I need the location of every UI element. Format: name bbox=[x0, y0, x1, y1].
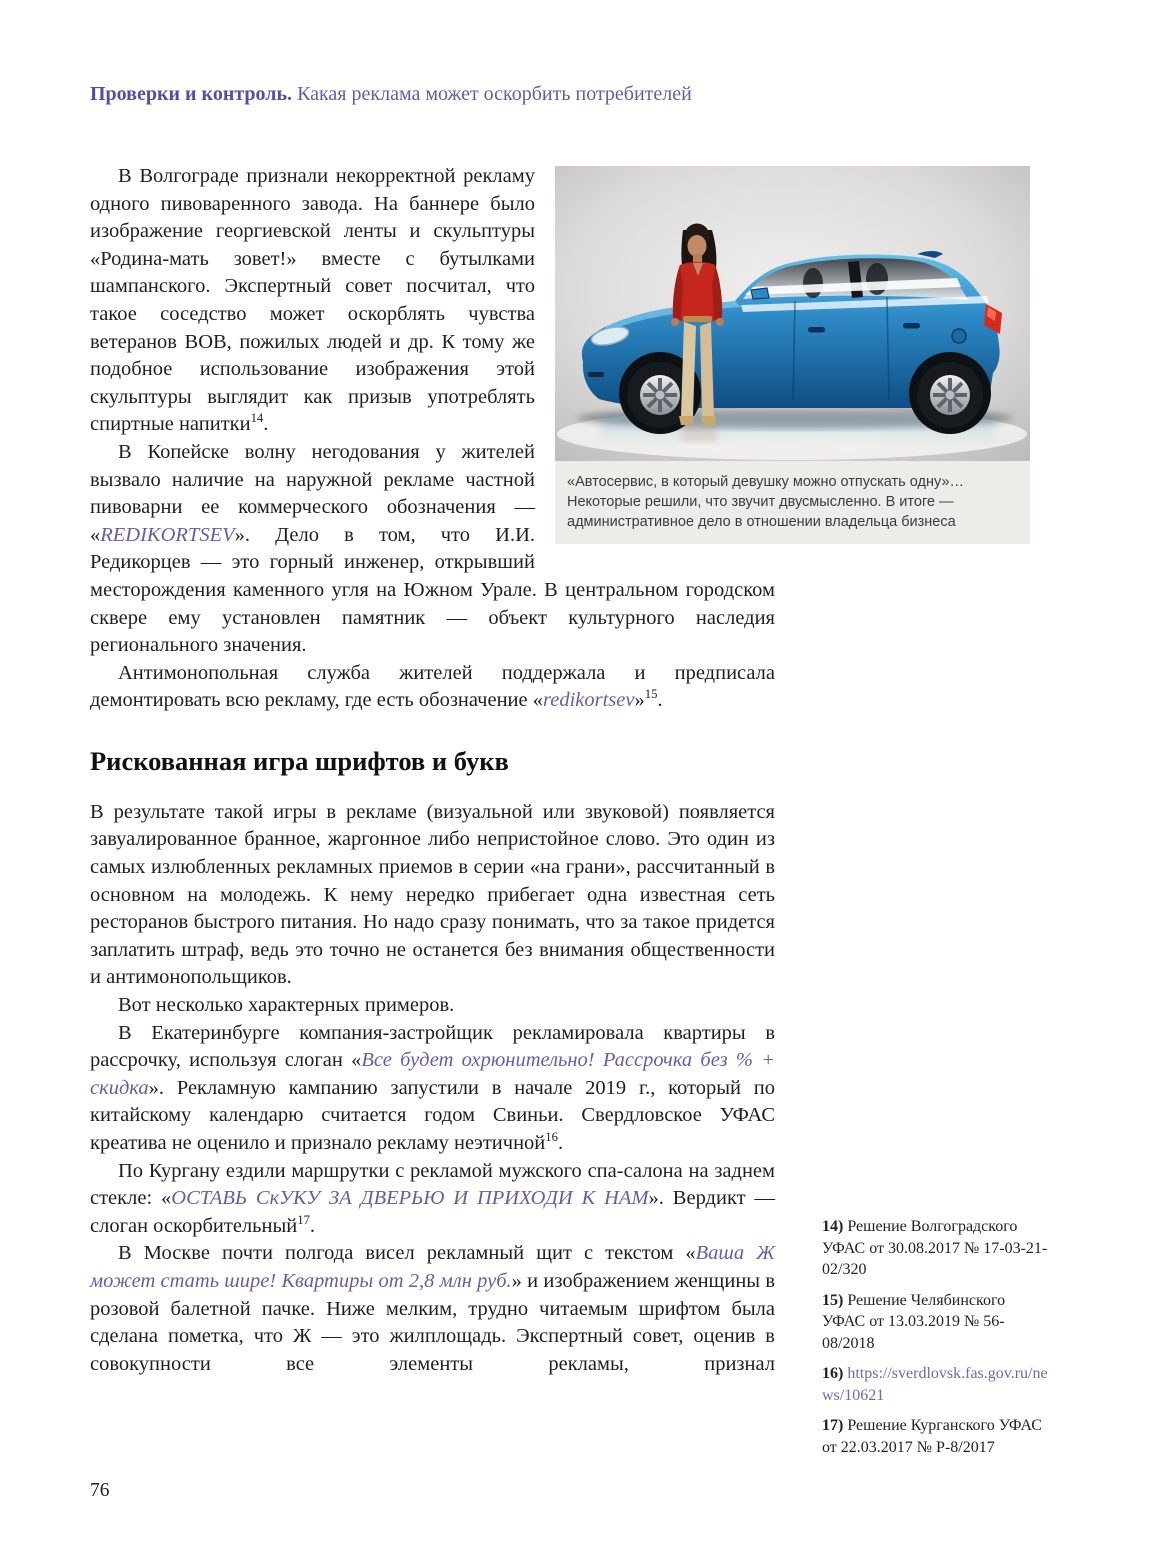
footnote-ref-17: 17 bbox=[297, 1212, 310, 1227]
footnote-number: 15) bbox=[822, 1291, 844, 1309]
footnote-link[interactable]: https://sverdlovsk.fas.gov.ru/news/10621 bbox=[822, 1365, 1048, 1404]
slogan-text: Все будет охрюнительно! Рассрочка без % + скидка bbox=[90, 1049, 775, 1099]
footnote-number: 14) bbox=[822, 1218, 844, 1235]
footnote-number: 16) bbox=[822, 1365, 844, 1382]
footnote-16 bbox=[822, 1363, 1050, 1406]
slogan-text: ОСТАВЬ СкУКУ ЗА ДВЕРЬЮ И ПРИХОДИ К НАМ bbox=[171, 1187, 649, 1210]
footnote-text: Решение Волгоградского УФАС от 30.08.2017 № 17-03-21-02/320 bbox=[822, 1218, 1048, 1278]
footnote-15 bbox=[822, 1290, 1050, 1355]
footnote-text: Решение Челябинского УФАС от 13.03.2019 № 56-08/2018 bbox=[822, 1291, 1006, 1352]
slogan-text: Ваша Ж может стать шире! Квартиры от 2,8 млн руб. bbox=[90, 1242, 775, 1292]
text-segment: ». Рекламную кампанию запустили в начале 2019 г., который по китайскому календарю считается годом Свиньи. Свердловское УФАС креатива не оценило и признало рекламу неэтичной bbox=[90, 1076, 775, 1154]
running-header-title: Какая реклама может оскорбить потребителей bbox=[292, 83, 692, 105]
car-photo bbox=[555, 166, 1030, 461]
text-segment: » и изображением женщины в розовой балетной пачке. Ниже мелким, трудно читаемым шрифтом была сделана пометка, что Ж — это жилплощадь. Экспертный совет, оценив в совокупности все элементы рекламы, признал bbox=[90, 1269, 775, 1375]
side-mirror bbox=[751, 288, 769, 299]
text-segment: . bbox=[263, 413, 269, 436]
page-number: 76 bbox=[90, 1480, 110, 1501]
text-segment: В Копейске волну негодования у жителей вызвало наличие на наружной рекламе частной пивоварни ее коммерческого обозначения — « bbox=[90, 440, 535, 546]
paragraph-kurgan bbox=[90, 1158, 775, 1241]
photo-caption: «Автосервис, в который девушку можно отпускать одну»… Некоторые решили, что звучит двусмысленно. В итоге — административное дело в отношении владельца бизнеса bbox=[555, 461, 1030, 544]
brand-name: REDIKORTSEV bbox=[100, 523, 235, 546]
text-segment: ». Дело в том, что И.И. Редикорцев — это горный инженер, открывший месторождения каменного угля на Южном Урале. В центральном городском сквере ему установлен памятник — объект культурного наследия регионального значения. bbox=[90, 523, 775, 657]
footnote-14 bbox=[822, 1216, 1050, 1281]
brand-name: redikortsev bbox=[543, 689, 635, 712]
paragraph-examples-intro: Вот несколько характерных примеров. bbox=[118, 994, 455, 1017]
paragraph-ekaterinburg bbox=[90, 1020, 775, 1158]
paragraph-font-games: В результате такой игры в рекламе (визуальной или звуковой) появляется завуалированное бранное, жаргонное либо непристойное слово. Это один из самых излюбленных рекламных приемов в серии «на грани», рассчитанный в основном на молодежь. К нему нередко прибегает одна известная сеть ресторанов быстрого питания. Но надо сразу понимать, что за такое придется заплатить штраф, ведь это точно не останется без внимания общественности и антимонопольщиков. bbox=[90, 800, 775, 989]
promo-figure bbox=[555, 166, 1030, 544]
text-segment: ». Вердикт — слоган оскорбительный bbox=[90, 1187, 775, 1237]
footnotes-column bbox=[822, 1216, 1050, 1467]
paragraph-moscow bbox=[90, 1240, 775, 1378]
text-segment: . bbox=[557, 1132, 564, 1154]
footnote-17 bbox=[822, 1415, 1050, 1458]
footnote-ref-14: 14 bbox=[250, 411, 264, 426]
text-segment: Антимонопольная служба жителей поддержала и предписала демонтировать всю рекламу, где есть обозначение « bbox=[90, 661, 775, 712]
text-segment: В Волгограде признали некорректной рекламу одного пивоваренного завода. На баннере было изображение георгиевской ленты и скульптуры «Родина-мать зовет!» вместе с бутылками шампанского. Экспертный совет посчитал, что такое соседство может оскорблять чувства ветеранов ВОВ, пожилых людей и др. К тому же подобное использование изображения этой скульптуры выглядит как призыв употреблять спиртные напитки bbox=[90, 165, 535, 436]
footnote-number: 17) bbox=[822, 1417, 844, 1434]
footnote-ref-15: 15 bbox=[644, 687, 658, 702]
paragraph-fas-decision bbox=[90, 660, 775, 715]
footnote-text: Решение Курганского УФАС от 22.03.2017 № Р-8/2017 bbox=[822, 1417, 1042, 1456]
footnote-ref-16: 16 bbox=[545, 1130, 558, 1145]
text-segment: По Кургану ездили маршрутки с рекламой мужского спа-салона на заднем стекле: « bbox=[90, 1159, 775, 1210]
text-segment: В Екатеринбурге компания-застройщик рекламировала квартиры в рассрочку, используя слоган « bbox=[90, 1021, 775, 1072]
text-segment: . bbox=[309, 1214, 316, 1237]
running-header bbox=[90, 82, 692, 106]
text-segment: В Москве почти полгода висел рекламный щит с текстом « bbox=[118, 1242, 696, 1265]
running-header-section: Проверки и контроль. bbox=[90, 83, 293, 105]
section-heading: Рискованная игра шрифтов и букв bbox=[90, 745, 509, 776]
text-segment: » bbox=[634, 689, 645, 712]
text-segment: . bbox=[657, 689, 663, 712]
